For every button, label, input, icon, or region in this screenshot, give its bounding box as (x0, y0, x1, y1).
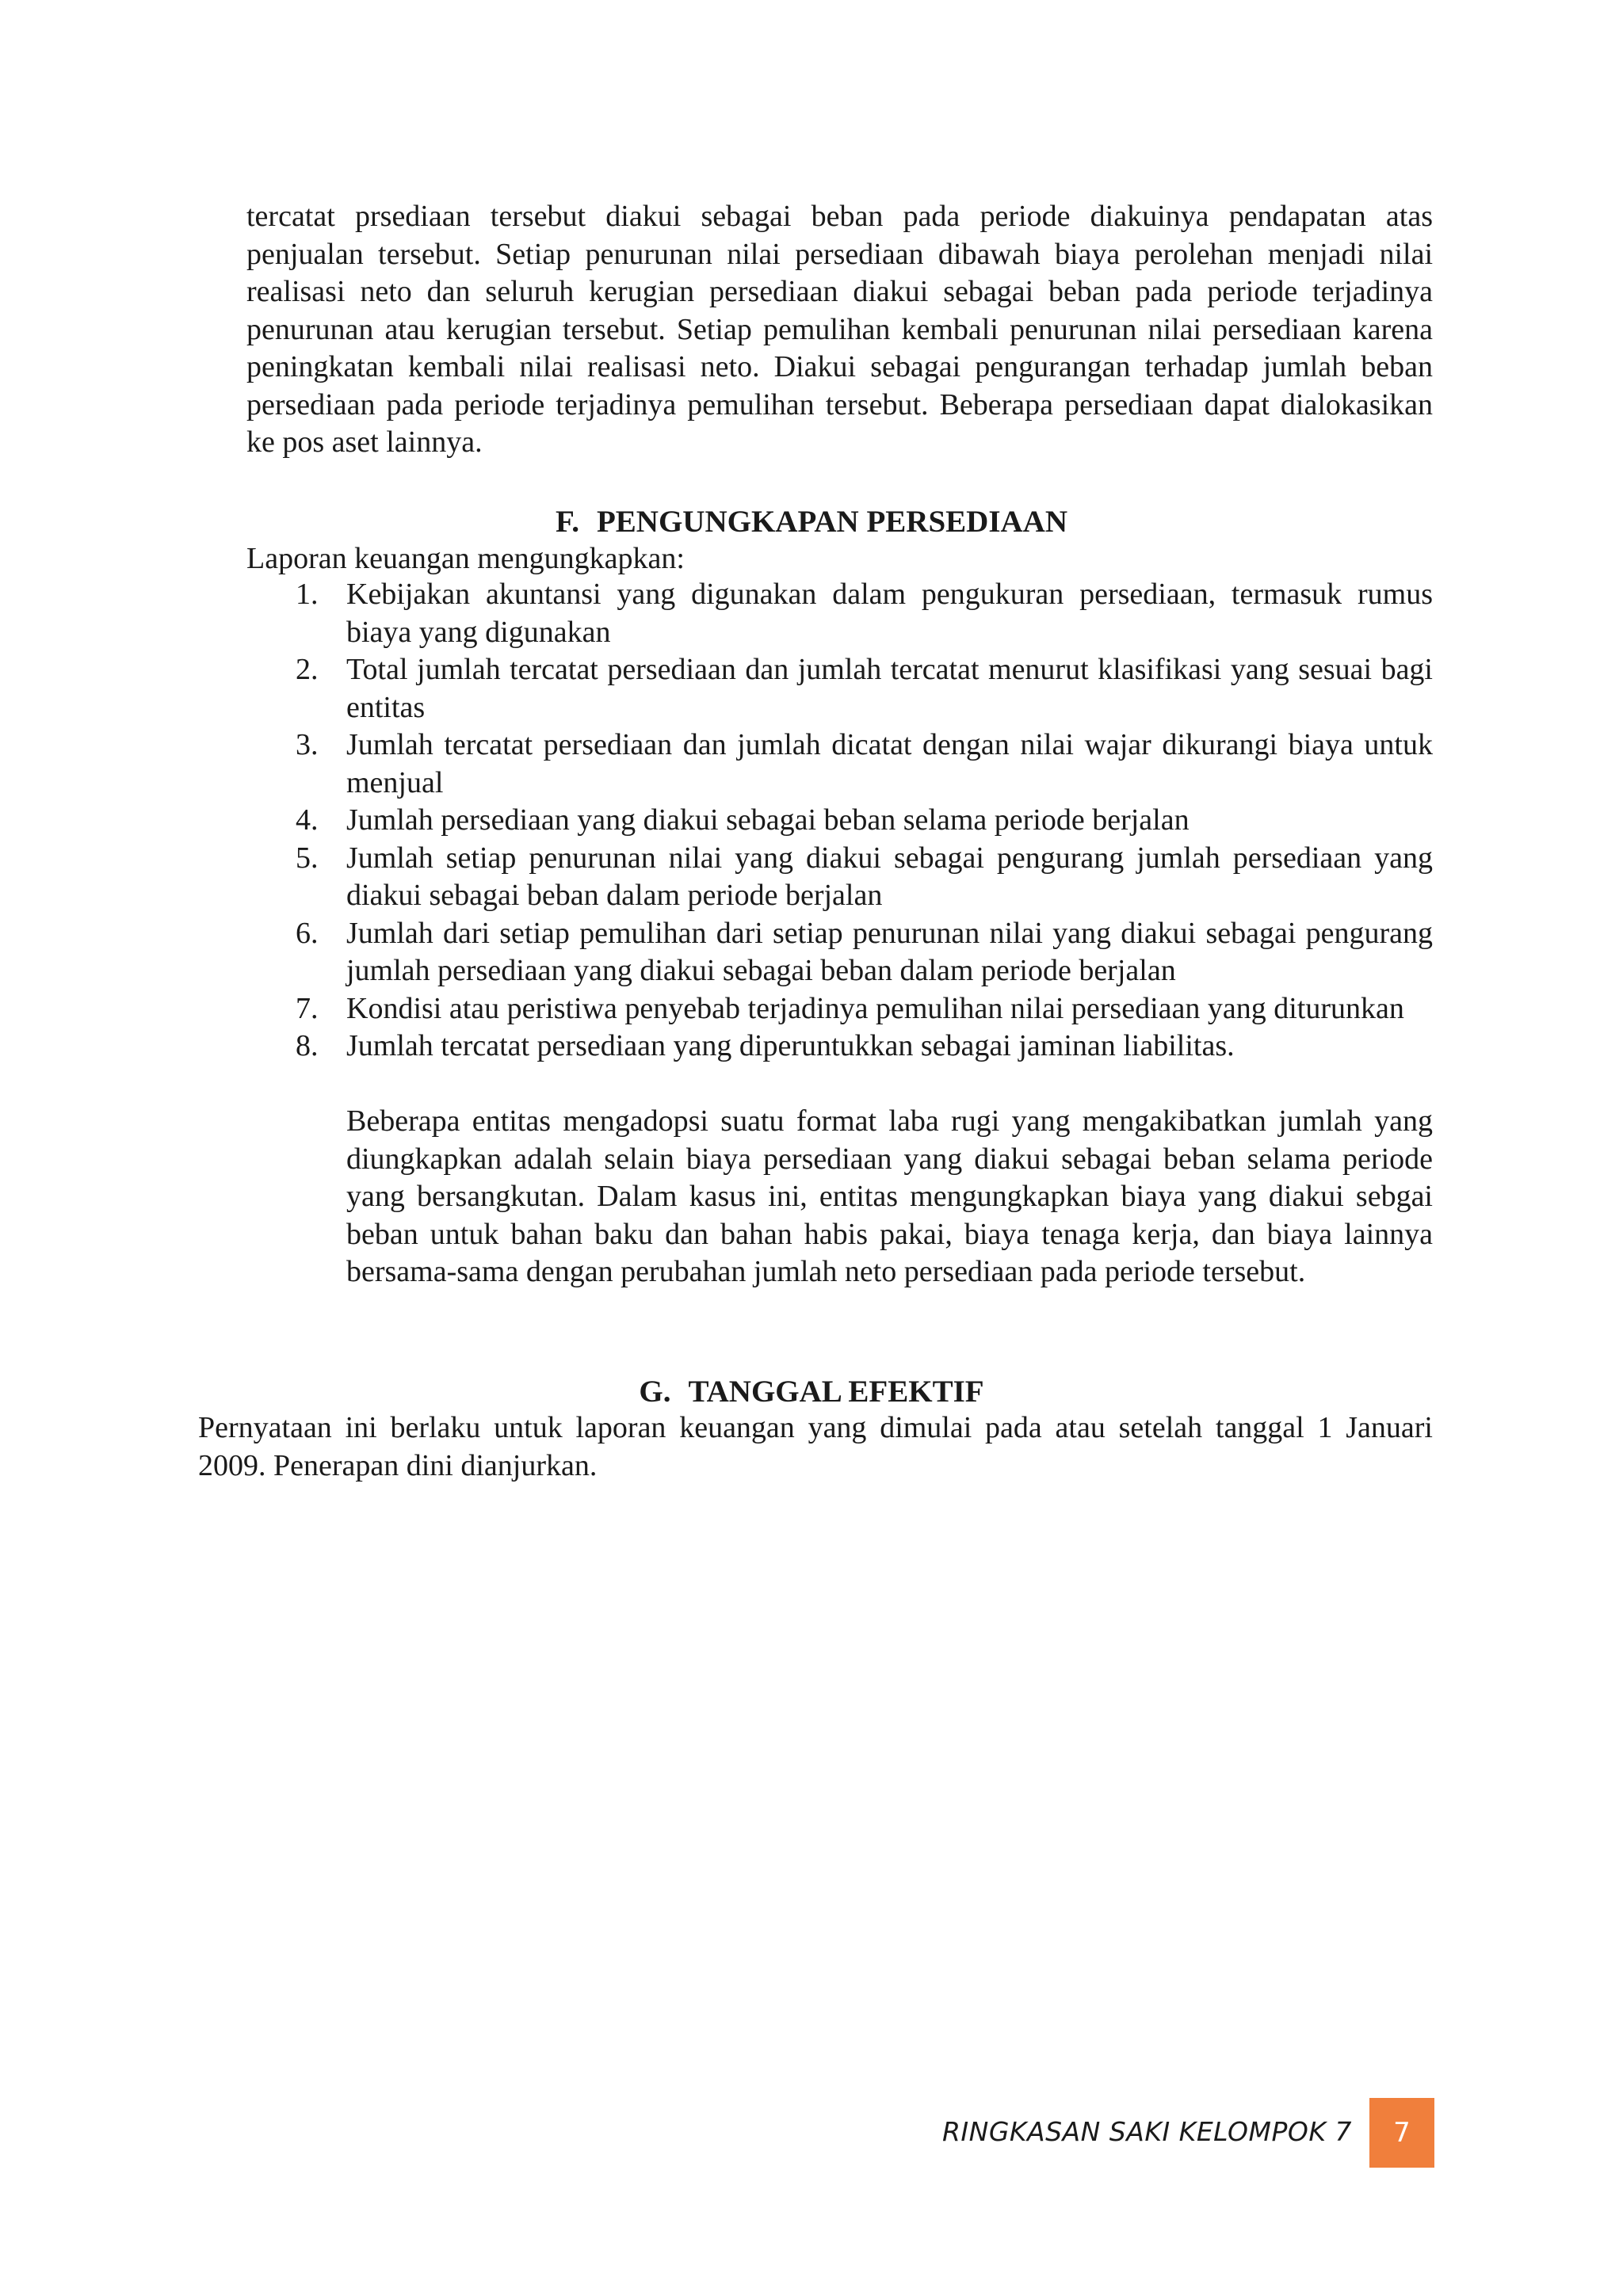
footer-label: RINGKASAN SAKI KELOMPOK 7 (941, 2116, 1352, 2147)
list-item (246, 651, 1433, 727)
list-item (246, 1028, 1433, 1066)
list-item-text: Jumlah setiap penurunan nilai yang diakui sebagai pengurang jumlah persediaan yang diakui sebagai beban dalam periode berjalan (346, 841, 1433, 912)
list-item (246, 802, 1433, 840)
section-f-intro: Laporan keuangan mengungkapkan: (246, 542, 685, 575)
list-item (246, 840, 1433, 915)
list-item-number: 3. (296, 728, 319, 761)
top-paragraph: tercatat prsediaan tersebut diakui sebagai beban pada periode diakuinya pendapatan atas penjualan tersebut. Setiap penurunan nilai persediaan dibawah biaya perolehan menjadi nilai realisasi neto dan seluruh kerugian persediaan diakui sebagai beban pada periode terjadinya penurunan atau kerugian tersebut. Setiap pemulihan kembali penurunan nilai persediaan karena peningkatan kembali nilai realisasi neto. Diakui sebagai pengurangan terhadap jumlah beban persediaan pada periode terjadinya pemulihan tersebut. Beberapa persediaan dapat dialokasikan ke pos aset lainnya. (246, 200, 1433, 459)
list-item-text: Kebijakan akuntansi yang digunakan dalam pengukuran persediaan, termasuk rumus biaya yang digunakan (346, 578, 1433, 649)
list-item (246, 990, 1433, 1028)
list-item (246, 727, 1433, 802)
list-item-number: 5. (296, 841, 319, 875)
list-item-text: Kondisi atau peristiwa penyebab terjadinya pemulihan nilai persediaan yang diturunkan (346, 991, 1404, 1025)
list-item-number: 6. (296, 916, 319, 950)
list-item-number: 1. (296, 578, 319, 611)
list-item-number: 8. (296, 1029, 319, 1062)
list-item-text: Jumlah tercatat persediaan dan jumlah dicatat dengan nilai wajar dikurangi biaya untuk menjual (346, 728, 1433, 799)
section-f-note: Beberapa entitas mengadopsi suatu format laba rugi yang mengakibatkan jumlah yang diungkapkan adalah selain biaya persediaan yang diakui sebagai beban selama periode yang bersangkutan. Dalam kasus ini, entitas mengungkapkan biaya yang diakui sebgai beban untuk bahan baku dan bahan habis pakai, biaya tenaga kerja, dan biaya lainnya bersama-sama dengan perubahan jumlah neto persediaan pada periode tersebut. (346, 1104, 1433, 1288)
list-item (246, 576, 1433, 651)
list-item-text: Jumlah dari setiap pemulihan dari setiap penurunan nilai yang diakui sebagai pengurang jumlah persediaan yang diakui sebagai beban dalam periode berjalan (346, 916, 1433, 987)
section-g-letter: G. (639, 1375, 671, 1409)
list-item-number: 2. (296, 653, 319, 686)
list-item-text: Jumlah persediaan yang diakui sebagai beban selama periode berjalan (346, 803, 1190, 837)
disclosure-list (246, 576, 1433, 1066)
section-g-paragraph: Pernyataan ini berlaku untuk laporan keuangan yang dimulai pada atau setelah tanggal 1 Januari 2009. Penerapan dini dianjurkan. (198, 1411, 1433, 1482)
section-f-title: PENGUNGKAPAN PERSEDIAAN (596, 505, 1068, 539)
list-item-text: Total jumlah tercatat persediaan dan jumlah tercatat menurut klasifikasi yang sesuai bagi entitas (346, 653, 1433, 724)
section-g-heading (0, 1373, 1623, 1410)
list-item (246, 915, 1433, 990)
section-f-heading (0, 503, 1623, 540)
page-number-badge: 7 (1369, 2098, 1434, 2168)
list-item-number: 7. (296, 991, 319, 1025)
list-item-text: Jumlah tercatat persediaan yang diperuntukkan sebagai jaminan liabilitas. (346, 1029, 1235, 1062)
section-f-letter: F. (555, 505, 579, 539)
list-item-number: 4. (296, 803, 319, 837)
section-g-title: TANGGAL EFEKTIF (688, 1375, 984, 1409)
